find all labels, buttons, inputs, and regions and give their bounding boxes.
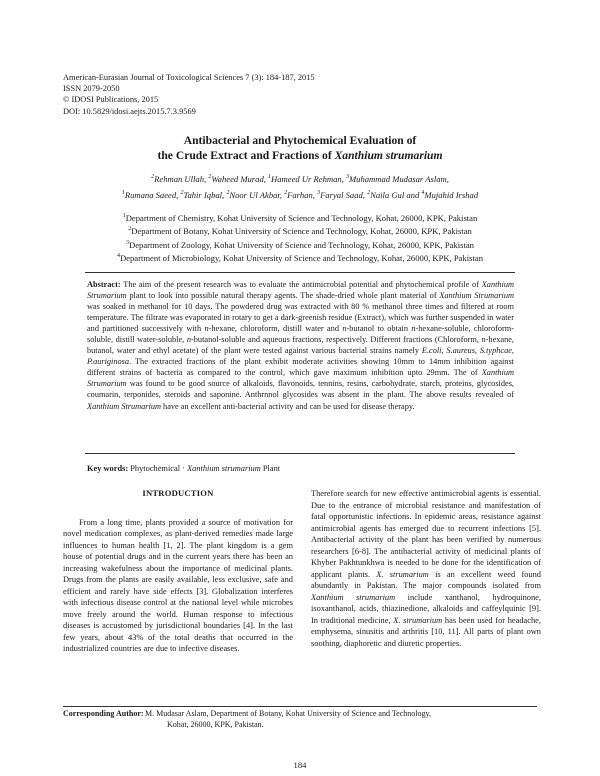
corresponding-text-2: Kohat, 26000, KPK, Pakistan.: [167, 719, 264, 729]
paper-title: [60, 133, 540, 163]
affiliation-text: Department of Microbiology, Kohat University of Science and Technology, Kohat, 26000, KPK, Pakistan: [119, 253, 484, 264]
author-affiliation-mark: 2: [284, 189, 288, 196]
author-affiliation-mark: 2: [151, 174, 155, 180]
italic-term: X. strumarium: [393, 615, 443, 625]
italic-term: n: [204, 324, 209, 334]
text-run: -hexane, chloroform, distill water and: [208, 324, 343, 334]
affiliation: [60, 238, 540, 251]
text-run: -hexane-soluble, chloroform-soluble, distill water-soluble,: [87, 324, 514, 345]
keywords-label: Key words:: [87, 464, 129, 473]
text-run: From a long time, plants provided a source of motivation for novel medication complexes, as plant-derived remedies made large influences to human health [1, 2]. The plant kingdom is a gem house of potential drugs and in the current years there has been an increasing wakefulness about the importance of medicinal plants. Drugs from the plants are easily available, less exclusive, safe and efficient and rarely have side effects [3]. Globalization interferes with infectious disease control at the national level while microbes move freely around the world. Human response to infectious diseases is accustomed by jurisdictional boundaries [4]. In the last few years, about 43% of the total deaths that occurred in the industrialized countries are due to infective diseases.: [63, 517, 293, 653]
author-name: Faryal Saad,: [320, 189, 368, 200]
author-name: Muhammad Mudasar Aslam,: [349, 173, 449, 184]
corresponding-author: [63, 709, 543, 731]
abstract-body: [87, 280, 514, 411]
author-affiliation-mark: 2: [180, 189, 184, 196]
left-column: [63, 488, 293, 655]
abstract-top-rule: [85, 272, 515, 273]
italic-term: Xanthium strumarium: [311, 592, 396, 602]
right-column: [311, 488, 541, 649]
author-name: Waheed Murad,: [211, 173, 269, 184]
copyright: © IDOSI Publications, 2015: [63, 95, 159, 105]
text-run: is an excellent weed found abundantly in Pakistan. The major compounds isolated from: [311, 569, 541, 590]
affiliation-mark: 2: [128, 226, 132, 233]
text-run: was soaked in methanol for 10 days. The powdered drug was extracted with 80 % methanol three times and filtered at room temperature. The filtrate was evaporated in rotary to get a dark-greenish residue (Extract), which was further suspended in water and partitioned successively with: [87, 302, 514, 334]
issn: ISSN 2079-2050: [63, 84, 120, 94]
keywords: [87, 463, 514, 474]
author-affiliation-mark: 4: [421, 189, 425, 196]
journal-citation: American-Eurasian Journal of Toxicological Sciences 7 (3): 184-187, 2015: [63, 73, 315, 82]
author-name: Noor Ul Akbar,: [229, 189, 285, 200]
author-affiliation-mark: 2: [208, 174, 212, 180]
right-column-body: [311, 488, 541, 649]
text-run: Plant: [260, 464, 281, 473]
italic-term: X. strumarium: [376, 569, 429, 579]
italic-term: n: [342, 324, 347, 334]
text-run: Therefore search for new effective antimicrobial agents is essential. Due to the entrance of microbial resistance and manifestation of fatal opportunistic infections. In epidemic areas, resistance against antimicrobial agents has emerged due to recurrent infections [5]. Antibacterial activity of the plant has been verified by numerous researchers [6-8]. The antibacterial activity of medicinal plants of Khyber Pakhtunkhwa is needed to be done for the identification of applicant plants.: [311, 489, 541, 579]
page-number: 184: [293, 760, 307, 770]
author-line-1: [60, 170, 540, 186]
abstract-bottom-rule: [85, 453, 515, 454]
italic-term: n: [186, 335, 192, 345]
text-run: has been used for headache, emphysema, sinusitis and arthritis [10, 11]. All parts of plant own soothing, diaphoretic and diuretic properties.: [311, 615, 541, 648]
author-name: Rumana Saeed,: [124, 189, 181, 200]
body-paragraph: [311, 488, 541, 649]
affiliation-mark: 3: [126, 239, 130, 246]
affiliation-text: Department of Chemistry, Kohat University of Science and Technology, Kohat, 26000, KPK, Pakistan: [125, 212, 478, 223]
text-run: ·: [182, 464, 185, 473]
author-affiliation-mark: 1: [121, 189, 125, 196]
corresponding-line-1: [63, 709, 543, 720]
affiliation: [60, 251, 540, 264]
affiliation: [60, 224, 540, 237]
author-name: Farhan,: [287, 189, 318, 200]
italic-term: Xanthium strumarium: [187, 464, 261, 473]
text-run: include xanthanol, hydroquinone, isoxanthanol, acids, thiazinedione, alkaloids and caffeylquinic [9]. In traditional medicine,: [311, 592, 541, 625]
abstract-label: Abstract:: [87, 280, 121, 289]
text-run: -butanol-soluble and aqueous fractions, respectively. Different fractions (Chloroform, n-hexane, butanol, water and ethyl acetate) of the plant were tested against various bacterial strains namely: [87, 335, 514, 356]
affiliation-text: Department of Botany, Kohat University of Science and Technology, Kohat, 26000, KPK, Pakistan: [131, 226, 472, 237]
author-name: Mujahid Irshad: [424, 189, 479, 200]
affiliation-list: [60, 211, 540, 265]
author-line-2: [60, 186, 540, 202]
body-paragraph: [63, 517, 293, 655]
author-affiliation-mark: 3: [346, 174, 349, 180]
abstract: [87, 279, 514, 412]
author-affiliation-mark: 1: [268, 174, 272, 180]
text-run: plant to look into possible natural therapy agents. The shade-dried whole plant material of: [126, 291, 440, 301]
author-list: [60, 170, 540, 202]
footnote-rule: [63, 706, 537, 707]
title-line-1: Antibacterial and Phytochemical Evaluation of: [183, 134, 417, 147]
text-run: -butanol to obtain: [346, 324, 412, 334]
italic-term: n: [411, 324, 416, 334]
keywords-list: [128, 464, 280, 473]
italic-term: E.coli, S.aureus, S.typhcae, P.auriginosa: [87, 346, 514, 367]
text-run: have an excellent anti-bacterial activity and can be used for disease therapy.: [160, 401, 415, 411]
left-column-body: [63, 517, 293, 655]
affiliation-mark: 4: [116, 253, 120, 260]
author-name: Rehman Ullah,: [154, 173, 209, 184]
title-species: Xanthium strumarium: [334, 149, 443, 162]
section-heading-introduction: INTRODUCTION: [142, 488, 214, 498]
affiliation: [60, 211, 540, 224]
title-line-2-prefix: the Crude Extract and Fractions of: [157, 149, 335, 162]
title-line-2: [60, 148, 540, 163]
author-affiliation-mark: 2: [367, 189, 371, 196]
journal-header: [63, 72, 315, 117]
corresponding-label: Corresponding Author:: [63, 709, 144, 718]
italic-term: Xanthium Strumarium: [439, 291, 514, 301]
affiliation-mark: 1: [122, 213, 126, 219]
text-run: was found to be good source of alkaloids, flavonoids, tennins, resins, carbohydrate, starch, proteins, glycosides, coumarin, terponides, steroids and saponine. Anthrnnol glycosides was absent in the plant. The above results revealed of: [87, 379, 514, 400]
author-affiliation-mark: 2: [226, 189, 230, 196]
italic-term: Xanthium Strumarium: [87, 280, 514, 301]
author-affiliation-mark: 3: [317, 189, 321, 196]
corresponding-text-1: M. Mudasar Aslam, Department of Botany, Kohat University of Science and Technology,: [145, 709, 431, 718]
author-name: Tahir Iqbal,: [183, 189, 227, 200]
affiliation-text: Department of Zoology, Kohat University of Science and Technology, Kohat, 26000, KPK, Pakistan: [129, 239, 474, 250]
doi: DOI: 10.5829/idosi.aejts.2015.7.3.9569: [63, 106, 196, 116]
text-run: The aim of the present research was to evaluate the antimicrobial potential and phytochemical profile of: [120, 280, 482, 289]
text-run: Phytochemical: [128, 464, 183, 473]
italic-term: Xanthium Strumarium: [87, 401, 161, 411]
text-run: . The extracted fractions of the plant exhibit moderate activities showing 10mm to 14mm inhibition against different strains of bacteria as compared to the control, which gave maximum inhibition upto 29mm. The of: [87, 357, 514, 378]
italic-term: Xanthium Strumarium: [87, 368, 514, 389]
author-name: Naila Gul and: [370, 189, 422, 200]
author-name: Hameed Ur Rehman,: [271, 173, 346, 184]
